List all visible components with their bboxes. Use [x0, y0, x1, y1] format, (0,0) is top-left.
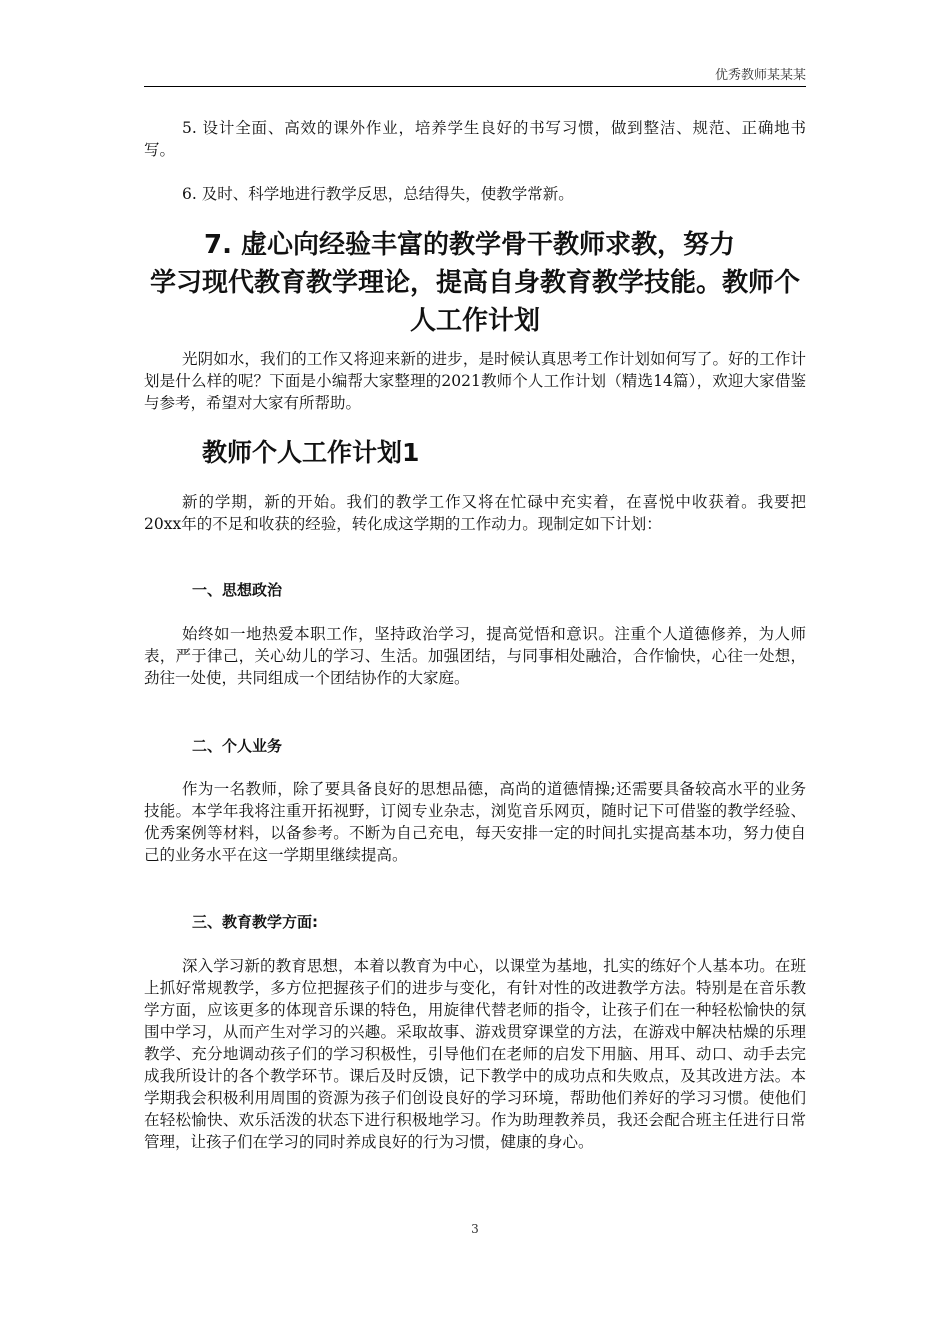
page-header [144, 62, 806, 87]
section-title: 教师个人工作计划1 [202, 438, 420, 467]
subsection-text-politics: 始终如一地热爱本职工作，坚持政治学习，提高觉悟和意识。注重个人道德修养，为人师表，严于律己，关心幼儿的学习、生活。加强团结，与同事相处融洽，合作愉快，心往一处想，劲往一处使，共同组成一个团结协作的大家庭。 [144, 625, 806, 687]
page-number: 3 [471, 1222, 479, 1236]
subsection-title-teaching: 三、教育教学方面: [192, 913, 318, 931]
header-title: 优秀教师某某某 [714, 68, 806, 83]
list-item-6: 6. 及时、科学地进行教学反思，总结得失，使教学常新。 [182, 185, 574, 203]
main-heading-line1: 7. 虚心向经验丰富的教学骨干教师求教，努力 [204, 230, 736, 260]
subsection-text-teaching: 深入学习新的教育思想，本着以教育为中心，以课堂为基地，扎实的练好个人基本功。在班上抓好常规教学，多方位把握孩子们的进步与变化，有针对性的改进教学方法。特别是在音乐教学方面，应该更多的体现音乐课的特色，用旋律代替老师的指令，让孩子们在一种轻松愉快的氛围中学习，从而产生对学习的兴趣。采取故事、游戏贯穿课堂的方法，在游戏中解决枯燥的乐理教学、充分地调动孩子们的学习积极性，引导他们在老师的启发下用脑、用耳、动口、动手去完成我所设计的各个教学环节。课后及时反馈，记下教学中的成功点和失败点，及其改进方法。本学期我会积极利用周围的资源为孩子们创设良好的学习环境，帮助他们养好的学习习惯。使他们在轻松愉快、欢乐活泼的状态下进行积极地学习。作为助理教养员，我还会配合班主任进行日常管理，让孩子们在学习的同时养成良好的行为习惯，健康的身心。 [144, 957, 806, 1151]
intro-paragraph: 光阴如水，我们的工作又将迎来新的进步，是时候认真思考工作计划如何写了。好的工作计划是什么样的呢？下面是小编帮大家整理的2021教师个人工作计划（精选14篇），欢迎大家借鉴与参考，希望对大家有所帮助。 [144, 350, 806, 412]
main-heading-rest: 学习现代教育教学理论，提高自身教育教学技能。教师个人工作计划 [149, 268, 800, 336]
subsection-title-business: 二、个人业务 [192, 737, 283, 755]
subsection-title-politics: 一、思想政治 [192, 581, 283, 599]
section-opening-paragraph: 新的学期，新的开始。我们的教学工作又将在忙碌中充实着，在喜悦中收获着。我要把20xx年的不足和收获的经验，转化成这学期的工作动力。现制定如下计划： [144, 493, 806, 533]
subsection-text-business: 作为一名教师，除了要具备良好的思想品德，高尚的道德情操;还需要具备较高水平的业务技能。本学年我将注重开拓视野，订阅专业杂志，浏览音乐网页，随时记下可借鉴的教学经验、优秀案例等材料，以备参考。不断为自己充电，每天安排一定的时间扎实提高基本功，努力使自己的业务水平在这一学期里继续提高。 [144, 780, 806, 864]
list-item-5: 5. 设计全面、高效的课外作业，培养学生良好的书写习惯，做到整洁、规范、正确地书写。 [144, 119, 806, 159]
main-heading [144, 226, 806, 340]
